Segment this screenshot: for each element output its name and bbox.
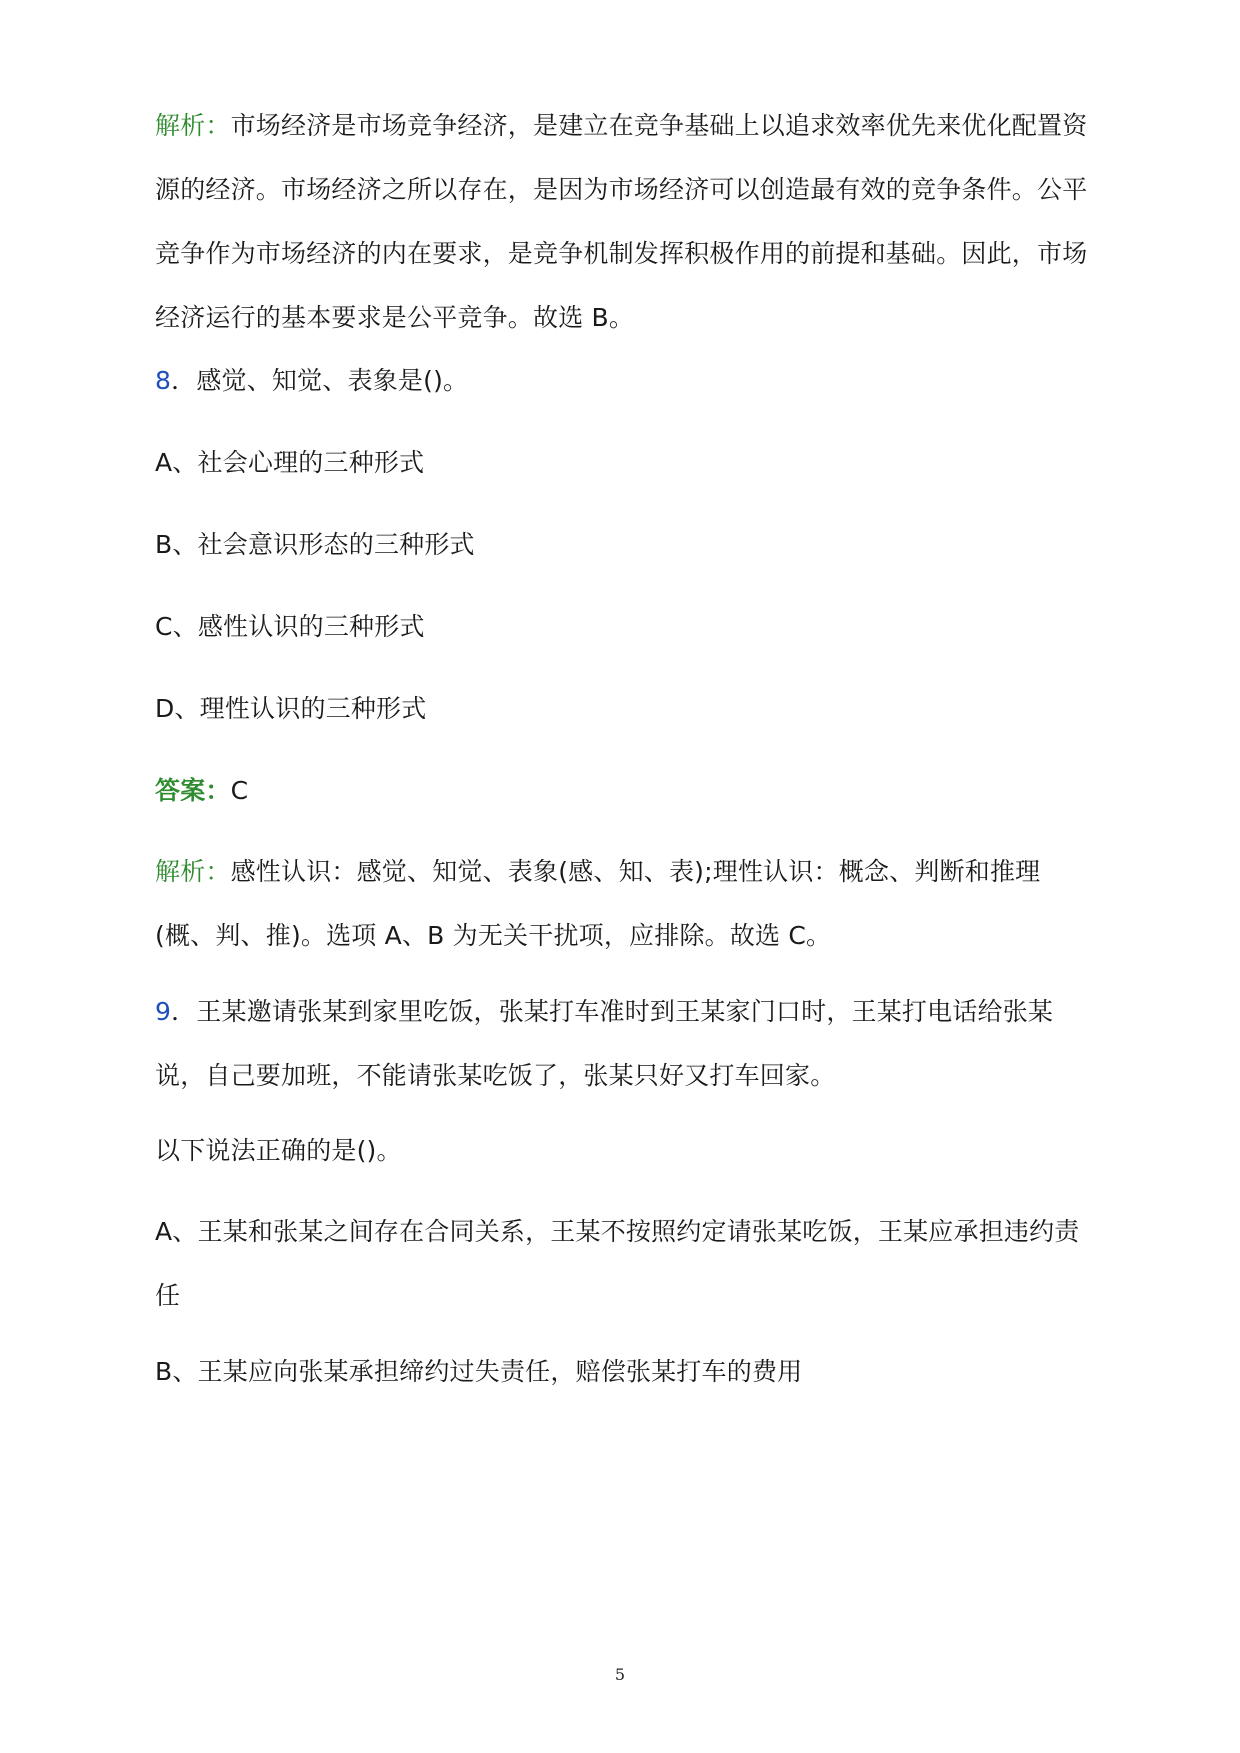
explanation-text: 市场经济是市场竞争经济，是建立在竞争基础上以追求效率优先来优化配置资源的经济。市场经济之所以存在，是因为市场经济可以创造最有效的竞争条件。公平竞争作为市场经济的内在要求，是竞争机制发挥积极作用的前提和基础。因此，市场经济运行的基本要求是公平竞争。故选 B。 (155, 111, 1088, 332)
question-number: 8 (155, 366, 172, 395)
question-dot: ． (171, 997, 197, 1026)
question-8-option-d: D、理性认识的三种形式 (155, 694, 427, 723)
question-text: 感觉、知觉、表象是()。 (196, 366, 469, 395)
explanation-q8 (155, 840, 1090, 968)
explanation-label: 解析： (155, 857, 231, 886)
question-8-option-c: C、感性认识的三种形式 (155, 612, 425, 641)
question-9-option-b: B、王某应向张某承担缔约过失责任，赔偿张某打车的费用 (155, 1357, 803, 1386)
answer-value: C (230, 776, 249, 805)
question-8-option-b: B、社会意识形态的三种形式 (155, 530, 475, 559)
question-9-prompt: 以下说法正确的是()。 (155, 1136, 402, 1165)
question-8-stem (155, 349, 1090, 413)
question-dot: ． (171, 366, 197, 395)
explanation-text: 感性认识：感觉、知觉、表象(感、知、表);理性认识：概念、判断和推理(概、判、推)。选项 A、B 为无关干扰项，应排除。故选 C。 (155, 857, 1041, 950)
question-text: 王某邀请张某到家里吃饭，张某打车准时到王某家门口时，王某打电话给张某说，自己要加班，不能请张某吃饭了，张某只好又打车回家。 (155, 997, 1054, 1090)
answer-label: 答案： (155, 776, 231, 805)
explanation-q7 (155, 94, 1090, 350)
page-number: 5 (614, 1665, 626, 1684)
question-9-stem (155, 980, 1090, 1108)
explanation-label: 解析： (155, 111, 231, 140)
question-8-option-a: A、社会心理的三种形式 (155, 448, 425, 477)
question-number: 9 (155, 997, 172, 1026)
question-8-answer (155, 759, 1090, 823)
question-9-option-a: A、王某和张某之间存在合同关系，王某不按照约定请张某吃饭，王某应承担违约责任 (155, 1217, 1080, 1310)
